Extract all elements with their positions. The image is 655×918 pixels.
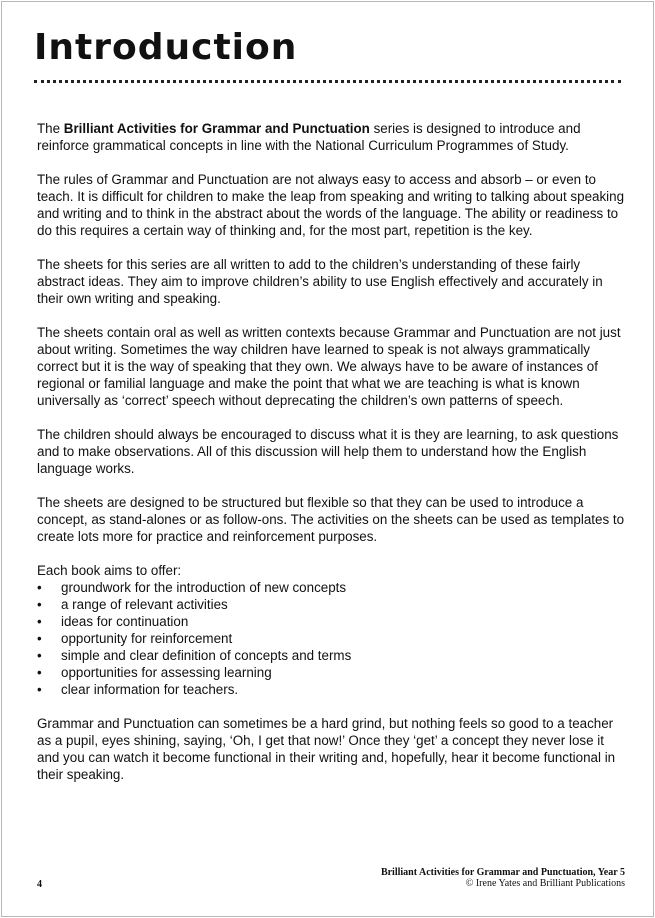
series-name: Brilliant Activities for Grammar and Punctuation: [63, 121, 370, 136]
intro-lead: The: [37, 121, 64, 136]
footer-copyright: © Irene Yates and Brilliant Publications: [465, 878, 625, 889]
list-item: • simple and clear definition of concepts and terms: [37, 648, 352, 663]
bullet-icon: •: [37, 682, 42, 697]
list-item: • a range of relevant activities: [37, 597, 228, 612]
intro-paragraph: [37, 120, 627, 154]
page-title: Introduction: [34, 27, 298, 68]
bullet-icon: •: [37, 597, 42, 612]
main-content: [37, 120, 627, 800]
paragraph-rules: The rules of Grammar and Punctuation are not always easy to access and absorb – or even to teach. It is difficult for children to make the leap from speaking and writing to talking about speaking and writing and to think in the abstract about the words of the language. The ability or readiness to do this requires a certain way of thinking and, for the most part, repetition is the key.: [37, 172, 625, 238]
footer-series-title: Brilliant Activities for Grammar and Punctuation, Year 5: [380, 867, 625, 878]
list-intro: Each book aims to offer:: [37, 563, 182, 578]
bullet-icon: •: [37, 580, 42, 595]
bullet-icon: •: [37, 614, 42, 629]
bullet-icon: •: [37, 648, 42, 663]
footer-credits: [381, 867, 625, 889]
aims-list: [37, 579, 627, 698]
list-item: • opportunity for reinforcement: [37, 631, 233, 646]
title-divider: [34, 80, 621, 83]
list-item: • opportunities for assessing learning: [37, 665, 272, 680]
list-item: • clear information for teachers.: [37, 682, 239, 697]
page-number: 4: [37, 879, 42, 890]
intro-rest: series is designed to introduce and reinforce grammatical concepts in line with the National Curriculum Programmes of Study.: [37, 121, 581, 153]
paragraph-sheets-purpose: The sheets for this series are all written to add to the children’s understanding of these fairly abstract ideas. They aim to improve children’s ability to use English effectively and accurately in their own writing and speaking.: [37, 257, 603, 306]
paragraph-discussion: The children should always be encouraged to discuss what it is they are learning, to ask questions and to make observations. All of this discussion will help them to understand how the English language works.: [37, 427, 619, 476]
paragraph-closing: Grammar and Punctuation can sometimes be a hard grind, but nothing feels so good to a teacher as a pupil, eyes shining, saying, ‘Oh, I get that now!’ Once they ‘get’ a concept they never lose it and you can watch it become functional in their writing and, hopefully, hear it become functional in their speaking.: [37, 716, 616, 782]
paragraph-oral-contexts: The sheets contain oral as well as written contexts because Grammar and Punctuation are not just about writing. Sometimes the way children have learned to speak is not always grammatically correct but it is the way of speaking that they own. We always have to be aware of instances of regional or familial language and make the point that what we are teaching is what is known universally as ‘correct’ speech without deprecating the children’s own patterns of speech.: [37, 325, 621, 408]
list-item: • ideas for continuation: [37, 614, 189, 629]
bullet-icon: •: [37, 631, 42, 646]
bullet-icon: •: [37, 665, 42, 680]
paragraph-structure: The sheets are designed to be structured but flexible so that they can be used to introduce a concept, as stand-alones or as follow-ons. The activities on the sheets can be used as templates to create lots more for practice and reinforcement purposes.: [37, 495, 625, 544]
list-item: • groundwork for the introduction of new concepts: [37, 580, 347, 595]
